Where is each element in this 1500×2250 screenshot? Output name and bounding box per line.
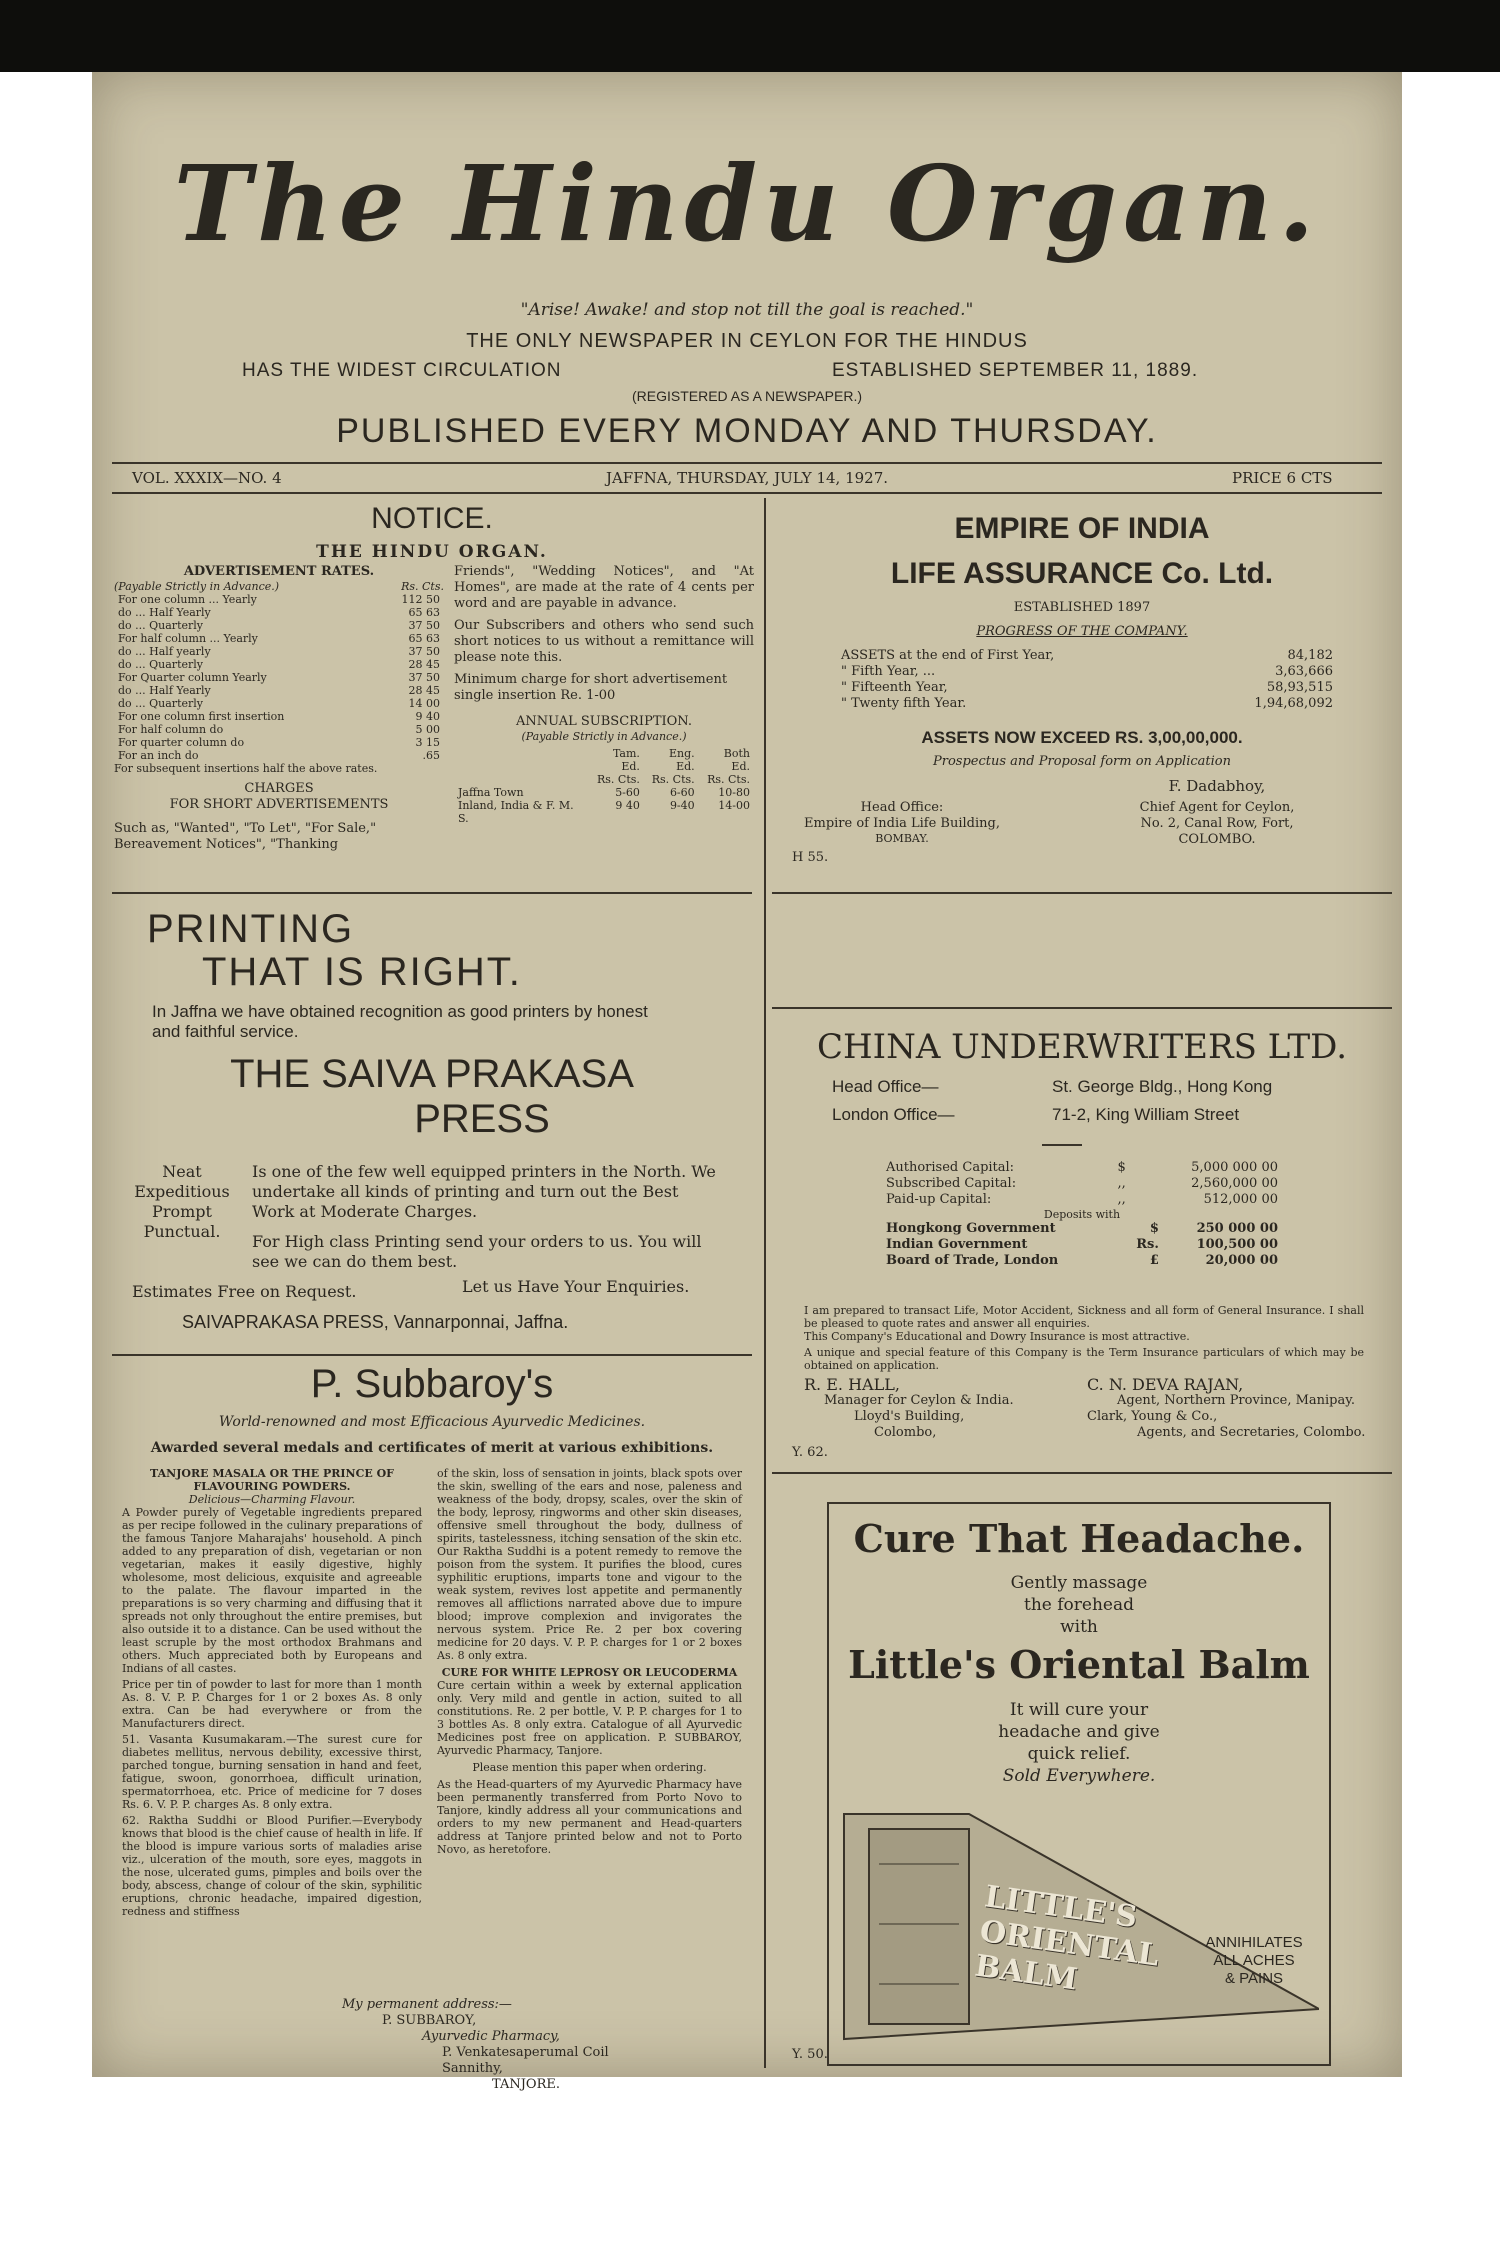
- asset-row: [837, 680, 1337, 696]
- rate-label: do ... Half Yearly: [118, 684, 211, 697]
- capital-currency: $: [1117, 1160, 1126, 1175]
- asset-value: 58,93,515: [1266, 680, 1333, 695]
- china-capital: Authorised Capital: $ 5,000 000 00 Subscribed Capital: ,, 2,560,000 00 Paid-up Capital: ,, 512,000 00 Deposits with Hongkong Government $ 250 000 00 Indian Government Rs. 100,500 00 Board of Trade, London £ 20,000 00: [882, 1160, 1282, 1269]
- deposit-label: Board of Trade, London: [886, 1253, 1059, 1268]
- china-code: Y. 62.: [792, 1445, 828, 1460]
- rate-row: [114, 684, 444, 697]
- annual-table: [454, 747, 754, 825]
- printing-title2: THAT IS RIGHT.: [202, 950, 522, 994]
- masthead-motto: "Arise! Awake! and stop not till the goal is reached.": [520, 300, 974, 320]
- china-manager: R. E. HALL, Manager for Ceylon & India. Lloyd's Building, Colombo,: [804, 1375, 1014, 1440]
- rule: [772, 1472, 1392, 1474]
- press-text1: Is one of the few well equipped printers in the North. We undertake all kinds of printing and turn out the Best Work at Moderate Charges.: [252, 1162, 716, 1221]
- rate-value: 65 63: [408, 632, 440, 645]
- rate-label: For one column ... Yearly: [118, 593, 257, 606]
- press-enquiries: Let us Have Your Enquiries.: [462, 1277, 690, 1296]
- rate-value: 112 50: [401, 593, 440, 606]
- notice-right: [454, 564, 754, 825]
- annual-row-label: Inland, India & F. M. S.: [458, 799, 574, 825]
- asset-label: " Fifteenth Year,: [841, 680, 948, 695]
- annual-subtitle: (Payable Strictly in Advance.): [521, 730, 687, 743]
- rate-value: .65: [422, 749, 440, 762]
- asset-value: 1,94,68,092: [1254, 696, 1333, 711]
- rule: [112, 492, 1382, 494]
- deposit-label: Indian Government: [886, 1237, 1028, 1252]
- rate-row: [114, 749, 444, 762]
- printing-title1: PRINTING: [147, 907, 355, 951]
- subbaroy-tagline: World-renowned and most Efficacious Ayurvedic Medicines.: [218, 1414, 646, 1430]
- rate-label: For half column ... Yearly: [118, 632, 258, 645]
- rate-row: [114, 632, 444, 645]
- annual-row-label: Jaffna Town: [458, 786, 524, 799]
- rate-value: 9 40: [415, 710, 440, 723]
- rate-value: 37 50: [408, 671, 440, 684]
- balm-product: Little's Oriental Balm: [848, 1642, 1310, 1687]
- empire-title2: LIFE ASSURANCE Co. Ltd.: [890, 557, 1274, 590]
- rule: [1042, 1144, 1082, 1146]
- subbaroy-col2: of the skin, loss of sensation in joints, black spots over the skin, swelling of the ears and nose, paleness and weakness of the body, dropsy, scales, over the skin of the body, leprosy, ringworms and other skin diseases, offensive smell throughout the body, dullness of spirits, tastelessness, itching sensation of the skin etc. Our Raktha Suddhi is a potent remedy to remove the poison from the system. It purifies the blood, cures syphilitic eruptions, imparts tone and vigour to the weak system, revives lost appetite and permanently removes all afflictions narrated above due to impure blood; improve complexion and invigorates the nervous system. Price Re. 2 per box covering medicine for 20 days. V. P. P. charges for 1 or 2 boxes As. 8 only extra. CURE FOR WHITE LEPROSY OR LEUCODERMA Cure certain within a week by external application only. Very mild and gentle in action, suited to all constitutions. Re. 2 per bottle, V. P. P. charges for 1 to 3 bottles As. 8 only extra. Catalogue of all Ayurvedic Medicines post free on application. P. SUBBAROY, Ayurvedic Pharmacy, Tanjore. Please mention this paper when ordering. As the Head-quarters of my Ayurvedic Pharmacy have been permanently transferred from Porto Novo to Tanjore, kindly address all your communications and orders to my new permanent and Head-quarters address at Tanjore printed below and not to Porto Novo, as heretofore.: [437, 1467, 742, 1856]
- empire-agent: Chief Agent for Ceylon, No. 2, Canal Row, Fort, COLOMBO.: [1139, 800, 1295, 847]
- balm-annihilates: ANNIHILATES ALL ACHES & PAINS: [1205, 1934, 1303, 1987]
- annual-value: 14-00: [718, 799, 750, 812]
- annual-unit-row: [454, 773, 754, 786]
- press-address: SAIVAPRAKASA PRESS, Vannarponnai, Jaffna.: [182, 1312, 569, 1332]
- masthead-published: PUBLISHED EVERY MONDAY AND THURSDAY.: [336, 412, 1158, 450]
- notice-subscribers-text: Our Subscribers and others who send such short notices to us without a remittance will please note this.: [454, 618, 754, 665]
- printing-intro: In Jaffna we have obtained recognition as good printers by honest and faithful service.: [152, 1002, 648, 1041]
- rates-table: [114, 593, 444, 762]
- press-text2: For High class Printing send your orders to us. You will see we can do them best.: [252, 1232, 702, 1271]
- annual-value: 5-60: [615, 786, 640, 799]
- capital-currency: ,,: [1117, 1192, 1126, 1207]
- annual-col-header: Tam. Ed.: [612, 747, 640, 773]
- asset-row: [837, 648, 1337, 664]
- subbaroy-col1: TANJORE MASALA OR THE PRINCE OF FLAVOURING POWDERS. Delicious—Charming Flavour. A Powder purely of Vegetable ingredients prepared as per recipe followed in the culinary preparations of the famous Tanjore Maharajahs' household. A pinch added to any preparation of dish, vegetarian or non vegetarian, makes it easily digestive, highly wholesome, most delicious, exquisite and agreeable to the palate. The flavour imparted in the preparations is so very charming and diffusing that it spreads not only throughout the entire premises, but also outside it to a distance. Can be used without the least scruple by the most orthodox Brahmans and others. Much appreciated both by Europeans and Indians of all castes. Price per tin of powder to last for more than 1 month As. 8. V. P. P. Charges for 1 or 2 boxes As. 8 only extra. Can be had everywhere or from the Manufacturers direct. 51. Vasanta Kusumakaram.—The surest cure for diabetes mellitus, nervous debility, excessive thirst, parched tongue, burning sensation in hand and feet, fatigue, swoon, gonorrhoea, difficult urination, spermatorrhoea, etc. Price of medicine for 7 doses Rs. 6. V. P. P. charges As. 8 only extra. 62. Raktha Suddhi or Blood Purifier.—Everybody knows that blood is the chief cause of health in life. If the blood is impure various sorts of maladies arise viz., ulceration of the mouth, sore eyes, maggots in the nose, ulcerated gums, pimples and boils over the body, abscess, change of colour of the skin, syphilitic eruptions, chronic headache, impaired digestion, redness and stiffness: [122, 1467, 422, 1918]
- asset-row: [837, 696, 1337, 712]
- rate-value: 5 00: [415, 723, 440, 736]
- rate-row: [114, 606, 444, 619]
- china-head-office-addr: St. George Bldg., Hong Kong: [1052, 1077, 1273, 1096]
- column-divider: [764, 498, 766, 2068]
- balm-code: Y. 50.: [792, 2047, 828, 2062]
- rate-row: [114, 619, 444, 632]
- rate-row: [114, 593, 444, 606]
- empire-head-office: Head Office: Empire of India Life Building, BOMBAY.: [804, 800, 1000, 845]
- rule: [112, 462, 1382, 464]
- charges-subtitle: FOR SHORT ADVERTISEMENTS: [169, 797, 389, 812]
- capital-value: 512,000 00: [1203, 1192, 1278, 1207]
- asset-label: " Twenty fifth Year.: [841, 696, 967, 711]
- china-text: I am prepared to transact Life, Motor Accident, Sickness and all form of General Insurance. I shall be pleased to quote rates and answer all enquiries. This Company's Educational and Dowry Insurance is most attractive. A unique and special feature of this Company is the Term Insurance particulars of which may be obtained on application.: [804, 1304, 1364, 1372]
- deposit-currency: Rs.: [1136, 1237, 1159, 1252]
- annual-value: 9-40: [669, 799, 695, 812]
- dateline: JAFFNA, THURSDAY, JULY 14, 1927.: [605, 469, 889, 487]
- annual-unit: Rs. Cts.: [597, 773, 640, 786]
- subbaroy-awards: Awarded several medals and certificates of merit at various exhibitions.: [150, 1440, 714, 1456]
- annual-unit: Rs. Cts.: [651, 773, 695, 786]
- deposit-currency: $: [1149, 1221, 1159, 1236]
- deposit-row: [882, 1253, 1282, 1269]
- rate-label: do ... Quarterly: [118, 658, 203, 671]
- empire-prospectus: Prospectus and Proposal form on Application: [933, 754, 1231, 769]
- deposit-value: 250 000 00: [1196, 1221, 1278, 1236]
- advertisement-rates: [114, 564, 444, 853]
- capital-value: 2,560,000 00: [1191, 1176, 1278, 1191]
- masthead-circulation: HAS THE WIDEST CIRCULATION: [242, 360, 562, 381]
- asset-label: ASSETS at the end of First Year,: [841, 648, 1055, 663]
- balm-ad-box: [827, 1502, 1331, 2066]
- rate-row: [114, 697, 444, 710]
- capital-row: [882, 1192, 1282, 1208]
- top-border: [0, 0, 1500, 72]
- notice-title: NOTICE.: [371, 502, 493, 535]
- balm-title: Cure That Headache.: [853, 1516, 1305, 1561]
- china-head-office: Head Office—: [832, 1077, 939, 1096]
- capital-label: Paid-up Capital:: [886, 1192, 992, 1207]
- rule: [772, 892, 1392, 894]
- china-london-office: London Office—: [832, 1105, 955, 1124]
- annual-value: 10-80: [718, 786, 750, 799]
- capital-label: Subscribed Capital:: [886, 1176, 1017, 1191]
- balm-jar-label: LITTLE'S ORIENTAL BALM: [972, 1879, 1162, 1998]
- adv-subheading: (Payable Strictly in Advance.) Rs. Cts.: [114, 580, 444, 593]
- rate-value: 37 50: [408, 645, 440, 658]
- deposit-value: 100,500 00: [1196, 1237, 1278, 1252]
- empire-assets-now: ASSETS NOW EXCEED RS. 3,00,00,000.: [921, 728, 1243, 747]
- masthead-title: The Hindu Organ.: [173, 142, 1321, 265]
- notice-rate-text: Friends", "Wedding Notices", and "At Homes", are made at the rate of 4 cents per word and are payable in advance.: [454, 564, 754, 611]
- empire-progress: PROGRESS OF THE COMPANY.: [976, 624, 1188, 639]
- press-name2: PRESS: [414, 1097, 550, 1141]
- asset-value: 3,63,666: [1275, 664, 1333, 679]
- annual-row: [454, 799, 754, 825]
- rule: [112, 1354, 752, 1356]
- rate-label: For one column first insertion: [118, 710, 285, 723]
- rate-row: [114, 736, 444, 749]
- empire-established: ESTABLISHED 1897: [1013, 600, 1151, 615]
- rate-row: [114, 658, 444, 671]
- annual-title: ANNUAL SUBSCRIPTION.: [516, 714, 692, 729]
- rate-label: do ... Half Yearly: [118, 606, 211, 619]
- rate-value: 37 50: [408, 619, 440, 632]
- charges-text: Such as, "Wanted", "To Let", "For Sale," Bereavement Notices", "Thanking: [114, 821, 377, 852]
- notice-subtitle: THE HINDU ORGAN.: [316, 542, 548, 562]
- rate-label: do ... Quarterly: [118, 619, 203, 632]
- volume-number: VOL. XXXIX—NO. 4: [132, 469, 282, 487]
- masthead-established: ESTABLISHED SEPTEMBER 11, 1889.: [832, 360, 1199, 381]
- subbaroy-title: P. Subbaroy's: [310, 1362, 554, 1406]
- asset-row: [837, 664, 1337, 680]
- empire-code: H 55.: [792, 850, 829, 865]
- deposit-currency: £: [1149, 1253, 1159, 1268]
- annual-value: 9 40: [615, 799, 640, 812]
- empire-agent-name: F. Dadabhoy,: [1168, 777, 1266, 795]
- masthead-line1: THE ONLY NEWSPAPER IN CEYLON FOR THE HINDUS: [466, 330, 1028, 352]
- notice-minimum: Minimum charge for short advertisement single insertion Re. 1-00: [454, 672, 728, 703]
- rule: [772, 1007, 1392, 1009]
- charges-title: CHARGES: [244, 781, 314, 796]
- annual-value: 6-60: [669, 786, 695, 799]
- rate-value: 28 45: [408, 658, 440, 671]
- balm-cure: It will cure your headache and give quick relief. Sold Everywhere.: [998, 1700, 1160, 1786]
- rate-row: [114, 671, 444, 684]
- masthead-registered: (REGISTERED AS A NEWSPAPER.): [631, 388, 862, 404]
- deposit-row: [882, 1237, 1282, 1253]
- annual-col-header: Eng. Ed.: [669, 747, 695, 773]
- rate-row: [114, 645, 444, 658]
- press-qualities: Neat Expeditious Prompt Punctual.: [134, 1162, 230, 1241]
- deposit-label: Hongkong Government: [886, 1221, 1056, 1236]
- balm-instructions: Gently massage the forehead with: [1010, 1573, 1148, 1637]
- rate-row: [114, 723, 444, 736]
- subbaroy-signature: My permanent address:— P. SUBBAROY, Ayurvedic Pharmacy, P. Venkatesaperumal Coil Sannithy, TANJORE.: [342, 1997, 609, 2092]
- capital-row: [882, 1176, 1282, 1192]
- rate-label: For half column do: [118, 723, 224, 736]
- empire-title: EMPIRE OF INDIA: [954, 512, 1210, 545]
- capital-row: [882, 1160, 1282, 1176]
- annual-unit: Rs. Cts.: [707, 773, 750, 786]
- rate-label: For an inch do: [118, 749, 199, 762]
- press-name1: THE SAIVA PRAKASA: [230, 1052, 634, 1096]
- annual-col-header: Both Ed.: [723, 747, 750, 773]
- deposit-row: [882, 1221, 1282, 1237]
- rate-label: For quarter column do: [118, 736, 245, 749]
- empire-assets: [837, 648, 1337, 712]
- annual-row: [454, 786, 754, 799]
- adv-subsequent: For subsequent insertions half the above rates.: [114, 762, 378, 775]
- press-estimates: Estimates Free on Request.: [132, 1282, 357, 1301]
- rate-label: For Quarter column Yearly: [118, 671, 267, 684]
- capital-value: 5,000 000 00: [1191, 1160, 1278, 1175]
- rate-label: do ... Half yearly: [118, 645, 211, 658]
- capital-currency: ,,: [1117, 1176, 1126, 1191]
- price: PRICE 6 CTS: [1232, 469, 1333, 487]
- rate-row: [114, 710, 444, 723]
- rate-label: do ... Quarterly: [118, 697, 203, 710]
- rate-value: 65 63: [408, 606, 440, 619]
- adv-heading: ADVERTISEMENT RATES.: [183, 564, 375, 579]
- china-agent: C. N. DEVA RAJAN, Agent, Northern Province, Manipay. Clark, Young & Co., Agents, and Secretaries, Colombo.: [1087, 1375, 1366, 1440]
- rate-value: 14 00: [408, 697, 440, 710]
- deposit-value: 20,000 00: [1205, 1253, 1278, 1268]
- capital-label: Authorised Capital:: [886, 1160, 1015, 1175]
- asset-label: " Fifth Year, ...: [841, 664, 936, 679]
- rule: [112, 892, 752, 894]
- asset-value: 84,182: [1287, 648, 1333, 663]
- newspaper-page: [92, 72, 1402, 2092]
- annual-header-row: [454, 747, 754, 773]
- china-london-office-addr: 71-2, King William Street: [1052, 1105, 1240, 1124]
- rate-value: 28 45: [408, 684, 440, 697]
- rate-value: 3 15: [415, 736, 440, 749]
- china-title: CHINA UNDERWRITERS LTD.: [816, 1027, 1348, 1067]
